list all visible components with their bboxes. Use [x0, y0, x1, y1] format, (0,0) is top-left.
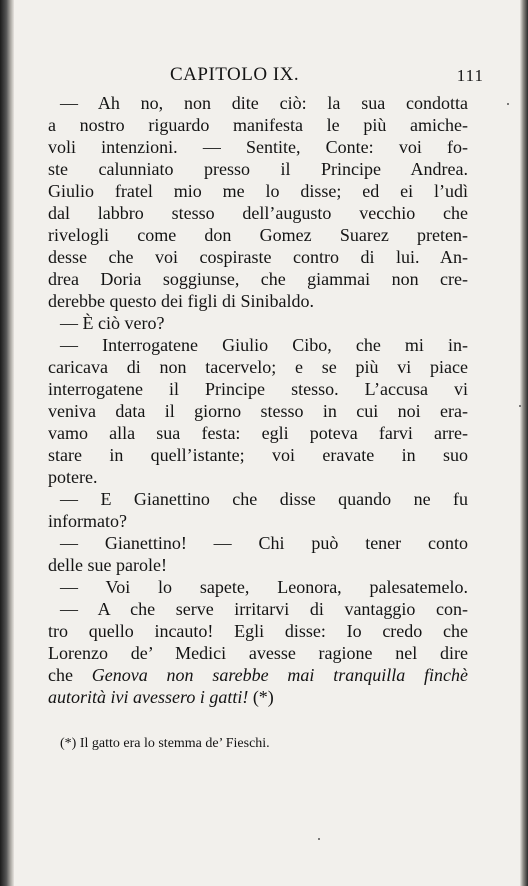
text-line: interrogatene il Principe stesso. L’accusa vi	[48, 379, 468, 399]
text-line: ste calunniato presso il Principe Andrea.	[48, 159, 468, 179]
paper-speck	[519, 405, 521, 407]
text-line: derebbe questo dei figli di Sinibaldo.	[48, 291, 314, 311]
body-text	[48, 92, 468, 708]
italic-quote: autorità ivi avessero i gatti!	[48, 687, 249, 707]
footnote	[60, 735, 440, 753]
text-line: delle sue parole!	[48, 555, 167, 575]
running-title: CAPITOLO IX.	[170, 64, 300, 85]
text-line: Lorenzo de’ Medici avesse ragione nel dire	[48, 643, 468, 663]
footnote-marker: (*)	[60, 736, 77, 751]
text-line: caricava di non tacervelo; e se più vi piace	[48, 357, 468, 377]
text-line: potere.	[48, 467, 98, 487]
page-left-shadow	[0, 0, 14, 886]
text-line: — Interrogatene Giulio Cibo, che mi in-	[60, 335, 468, 355]
text-line: voli intenzioni. — Sentite, Conte: voi fo-	[48, 137, 468, 157]
text-line: — Ah no, non dite ciò: la sua condotta	[60, 93, 468, 113]
text-line: — E Gianettino che disse quando ne fu	[60, 489, 468, 509]
text-line: rivelogli come don Gomez Suarez preten-	[48, 225, 468, 245]
text-line	[48, 664, 468, 686]
footnote-reference: (*)	[248, 687, 274, 707]
text-line: stare in quell’istante; voi eravate in suo	[48, 445, 468, 465]
text-line: — È ciò vero?	[60, 313, 165, 333]
italic-quote: Genova non sarebbe mai tranquilla finchè	[91, 665, 468, 685]
text-line: informato?	[48, 511, 127, 531]
text-line: — A che serve irritarvi di vantaggio con-	[60, 599, 468, 619]
text-line: a nostro riguardo manifesta le più amiche-	[48, 115, 468, 135]
text-line: veniva data il giorno stesso in cui noi era-	[48, 401, 468, 421]
text-line: desse che voi cospiraste contro di lui. An-	[48, 247, 468, 267]
footnote-text: Il gatto era lo stemma de’ Fieschi.	[76, 736, 270, 751]
text-line: dal labbro stesso dell’augusto vecchio che	[48, 203, 468, 223]
text-line	[48, 686, 468, 708]
text-line: Giulio fratel mio me lo disse; ed ei l’udì	[48, 181, 468, 201]
page-right-shadow	[520, 0, 528, 886]
paper-speck	[507, 103, 509, 105]
text-line: drea Doria soggiunse, che giammai non cre-	[48, 269, 468, 289]
text-line: — Gianettino! — Chi può tener conto	[60, 533, 468, 553]
text-line: vamo alla sua festa: egli poteva farvi arre-	[48, 423, 468, 443]
page-number: 111	[456, 66, 484, 85]
paper-speck	[318, 838, 320, 840]
text-run: che	[48, 665, 92, 685]
text-line: tro quello incauto! Egli disse: Io credo che	[48, 621, 468, 641]
page-header	[44, 64, 494, 88]
text-line: — Voi lo sapete, Leonora, palesatemelo.	[60, 577, 468, 597]
